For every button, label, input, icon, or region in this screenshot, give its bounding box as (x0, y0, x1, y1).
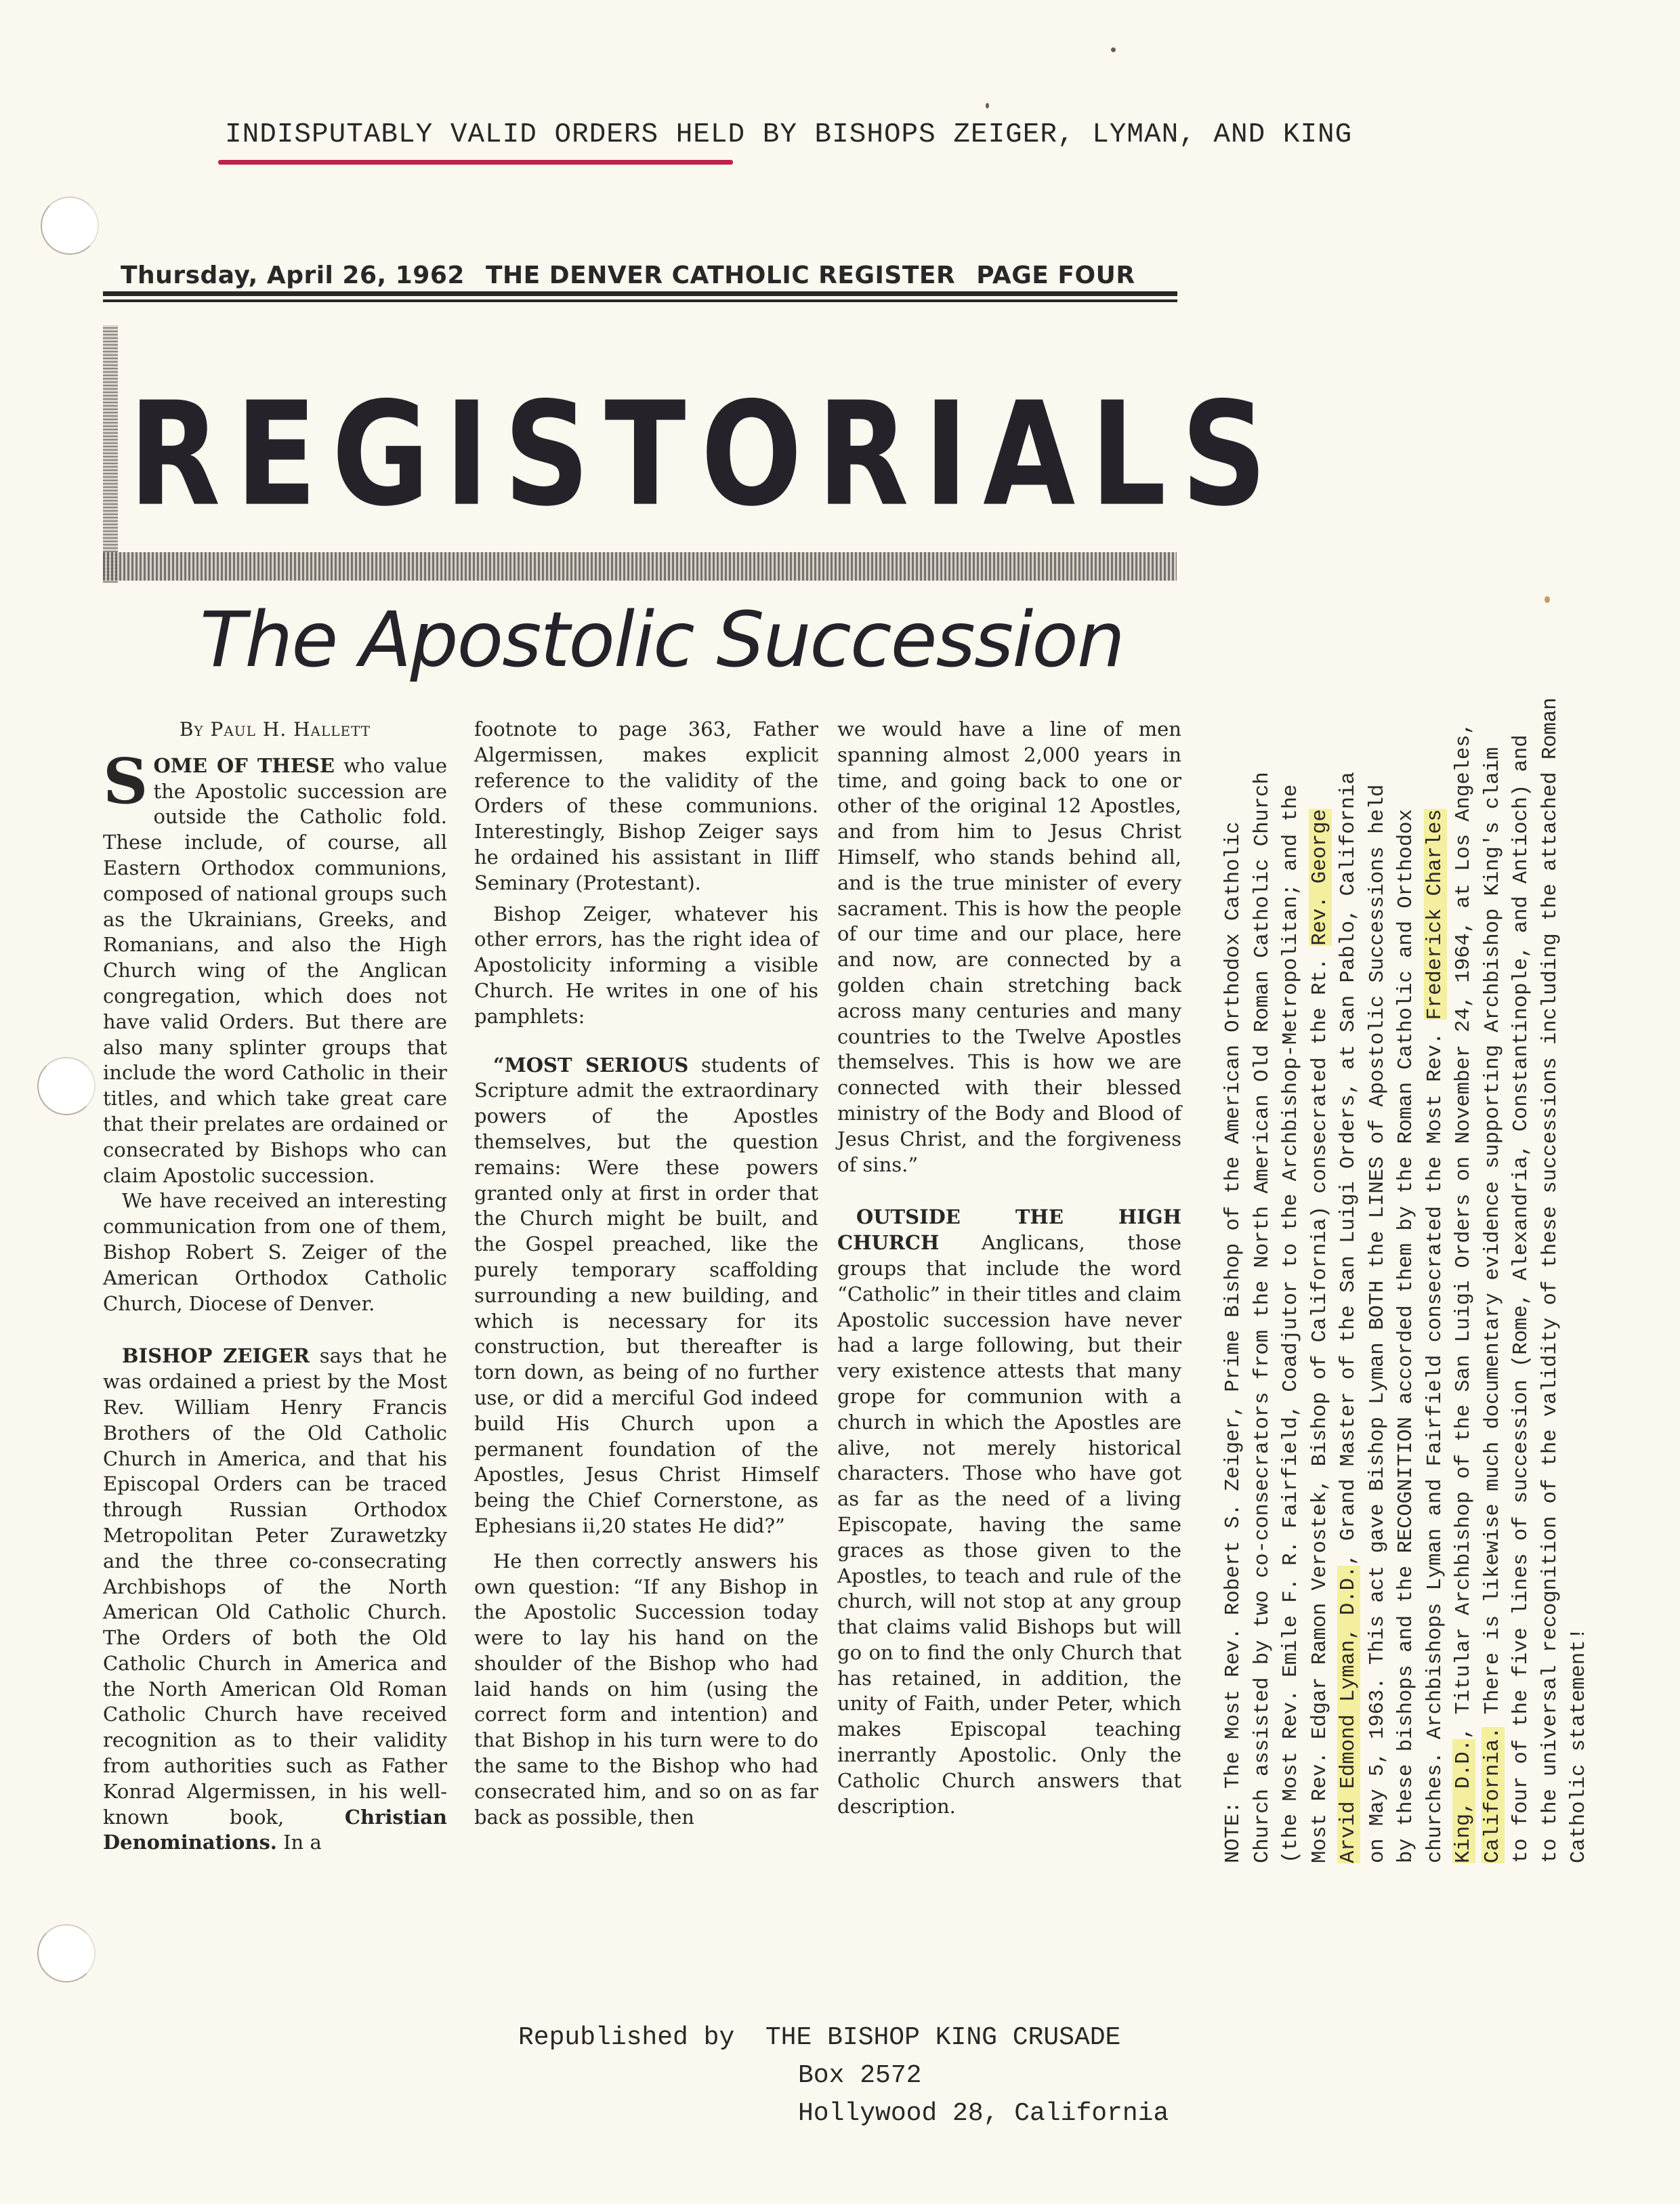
halftone-border-left (103, 325, 118, 583)
note-line (1507, 644, 1536, 1863)
paper-speck (986, 103, 989, 108)
paragraph: footnote to page 363, Father Algermissen, makes explicit reference to the validity of the Orders of these communions. Interestingly, Bishop Zeiger says he ordained his assistant in Iliff Seminary (Protestant). (474, 718, 818, 894)
paragraph-text: In a (276, 1831, 322, 1854)
article-column-3 (837, 717, 1181, 1819)
halftone-border-bottom (103, 552, 1177, 581)
punch-hole-middle (37, 1057, 96, 1115)
footer-box: Box 2572 (798, 2061, 922, 2090)
dateline-page: PAGE FOUR (976, 262, 1135, 289)
subhead: OUTSIDE THE HIGH CHURCH (837, 1205, 1181, 1255)
article-headline: The Apostolic Succession (200, 596, 1124, 684)
note-text: Catholic statement! (1568, 1627, 1591, 1863)
paper-speck (1545, 596, 1550, 603)
newspaper-dateline (121, 262, 1171, 289)
note-line (1479, 644, 1508, 1863)
paragraph-text: says that he was ordained a priest by the Most Rev. William Henry Francis Brothers of the Old Catholic Church in America, and that his Episcopal Orders can be traced through Russian Orthodox Metropolitan Peter Zurawetzky and the three co-consecrating Archbishops of the North American Old Catholic Church. The Orders of both the Old Catholic Church in America and the North American Old Roman Catholic Church have received recognition as to their validity from authorities such as Father Konrad Algermissen, in his well-known book, (103, 1344, 447, 1829)
paragraph: We have received an interesting communication from one of them, Bishop Robert S. Zeiger of the American Orthodox Catholic Church, Diocese of Denver. (103, 1189, 447, 1315)
highlighted-text: Arvid Edmond Lyman, D.D. (1337, 1565, 1360, 1863)
note-line (1364, 644, 1393, 1863)
article-column-2 (474, 717, 818, 1830)
dateline-date: Thursday, April 26, 1962 (121, 262, 465, 289)
footer-org: THE BISHOP KING CRUSADE (765, 2023, 1121, 2052)
note-line (1565, 644, 1594, 1863)
book-title: Christian Denominations. (103, 1805, 447, 1854)
highlighted-text: Rev. George (1308, 809, 1332, 946)
note-line (1219, 644, 1248, 1863)
subhead: BISHOP ZEIGER (122, 1344, 310, 1368)
note-line (1421, 644, 1450, 1863)
note-text: to the universal recognition of the validity of these successions including the attached Roman (1538, 697, 1562, 1863)
paragraph (103, 744, 447, 1189)
footer-line-2 (518, 2057, 1263, 2095)
paragraph-text: who value the Apostolic succession are outside the Catholic fold. These include, of course, all Eastern Orthodox communions, composed of national groups such as the Ukrainians, Greeks, and Romanians, and also the High Church wing of the Anglican congregation, which does not have valid Orders. But there are also many splinter groups that include the word Catholic in their titles, and which take great care that their prelates are ordained or consecrated by Bishops who can claim Apostolic succession. (103, 753, 447, 1187)
note-text: , Titular Archbishop of the San Luigi Orders on November 24, 1964, at Los Angeles, (1452, 722, 1475, 1739)
note-text: on May 5, 1963. This act gave Bishop Lyman BOTH the LINES of Apostolic Successions held (1366, 784, 1389, 1863)
typed-note-vertical (1219, 644, 1599, 1863)
banner-heading: INDISPUTABLY VALID ORDERS HELD BY BISHOPS ZEIGER, LYMAN, AND KING (225, 119, 1353, 150)
punch-hole-bottom (37, 1924, 96, 1982)
note-line (1277, 644, 1306, 1863)
paper-speck (1111, 47, 1116, 52)
typed-note (1219, 644, 1599, 1863)
paragraph (837, 1205, 1181, 1819)
highlighted-text: California. (1481, 1726, 1505, 1863)
footer-label: Republished by (518, 2023, 735, 2052)
highlighted-text: King, D.D. (1452, 1739, 1475, 1863)
note-line (1335, 644, 1364, 1863)
note-line (1450, 644, 1479, 1863)
paragraph: Bishop Zeiger, whatever his other errors, has the right idea of Apostolicity informing a visible Church. He writes in one of his pamphlets: (474, 902, 818, 1028)
paragraph (474, 1053, 818, 1539)
dateline-paper: THE DENVER CATHOLIC REGISTER (485, 262, 956, 289)
dateline-rule (103, 291, 1177, 296)
paragraph (103, 1344, 447, 1856)
subhead: “MOST SERIOUS (493, 1053, 689, 1077)
note-text: churches. Archbishops Lyman and Fairfield consecrated the Most Rev. (1423, 1020, 1447, 1863)
red-pen-underline (218, 160, 733, 165)
byline: By Paul H. Hallett (179, 718, 371, 741)
note-line (1248, 644, 1278, 1863)
section-masthead: REGISTORIALS (129, 371, 1282, 538)
note-line (1306, 644, 1335, 1863)
footer-line-3 (518, 2095, 1263, 2133)
drop-cap: S (103, 744, 148, 818)
note-text: Church assisted by two co-consecrators from the North American Old Roman Catholic Church (1251, 772, 1274, 1863)
punch-hole-top (41, 196, 99, 255)
lead-in: OME OF THESE (153, 753, 335, 777)
note-text: (the Most Rev. Emile F. R. Fairfield, Coadjutor to the Archbishop-Metropolitan; and the (1280, 784, 1303, 1863)
note-text: Most Rev. Edgar Ramon Verostek, Bishop of California) consecrated the Rt. (1308, 945, 1332, 1863)
highlighted-text: Frederick Charles (1423, 809, 1447, 1020)
article-column-1 (103, 717, 447, 1856)
paragraph-text: Anglicans, those groups that include the word “Catholic” in their titles and claim Apostolic succession have never had a large following, but their very existence attests that many grope for communion with a church in which the Apostles are alive, not merely historical characters. Those who have got as far as the need of a living Episcopate, having the same graces as those given to the Apostles, to teach and rule of the church, will not stop at any group that claims valid Bishops but will go on to find the only Church that has retained, in addition, the unity of Faith, under Peter, which makes Episcopal teaching inerrantly Apostolic. Only the Catholic Church answers that description. (837, 1231, 1181, 1818)
paragraph-text: students of Scripture admit the extraordinary powers of the Apostles themselves, but the question remains: Were these powers granted only at first in order that the Church might be built, and the Gospel preached, like the purely temporary scaffolding surrounding a new building, and which is necessary for its construction, but thereafter is torn down, as being of no further use, or did a merciful God indeed build His Church upon a permanent foundation of the Apostles, Jesus Christ Himself being the Chief Cornerstone, as Ephesians ii,20 states He did?” (474, 1053, 818, 1537)
publisher-footer (518, 2019, 1263, 2133)
paragraph: He then correctly answers his own question: “If any Bishop in the Apostolic Succession today were to lay his hand on the shoulder of the Bishop who had laid hands on him (using the correct form and intention) and that Bishop in his turn were to do the same to the Bishop who had consecrated him, and so on as far back as possible, then (474, 1549, 818, 1829)
paragraph: we would have a line of men spanning almost 2,000 years in time, and going back to one or other of the original 12 Apostles, and from him to Jesus Christ Himself, who stands behind all, and is the true minister of every sacrament. This is how the people of our time and our place, here and now, are connected by a golden chain stretching back across many centuries and many countries to the Twelve Apostles themselves. This is how we are connected with their blessed ministry of the Body and Blood of Jesus Christ, and the forgiveness of sins.” (837, 718, 1181, 1176)
note-text: by these bishops and the RECOGNITION accorded them by the Roman Catholic and Orthodox (1395, 809, 1418, 1863)
note-line (1536, 644, 1566, 1863)
footer-line-1 (518, 2019, 1263, 2057)
note-line (1392, 644, 1421, 1863)
note-text: to four of the five lines of succession (Rome, Alexandria, Constantinople, and Antioch) and (1510, 734, 1533, 1863)
note-text: , Grand Master of the San Luigi Orders, at San Pablo, California (1337, 772, 1360, 1566)
note-text: There is likewise much documentary evidence supporting Archbishop King's claim (1481, 747, 1505, 1727)
footer-city: Hollywood 28, California (798, 2099, 1169, 2128)
dateline-rule-thin (103, 299, 1177, 302)
note-text: NOTE: The Most Rev. Robert S. Zeiger, Prime Bishop of the American Orthodox Catholic (1222, 821, 1245, 1863)
